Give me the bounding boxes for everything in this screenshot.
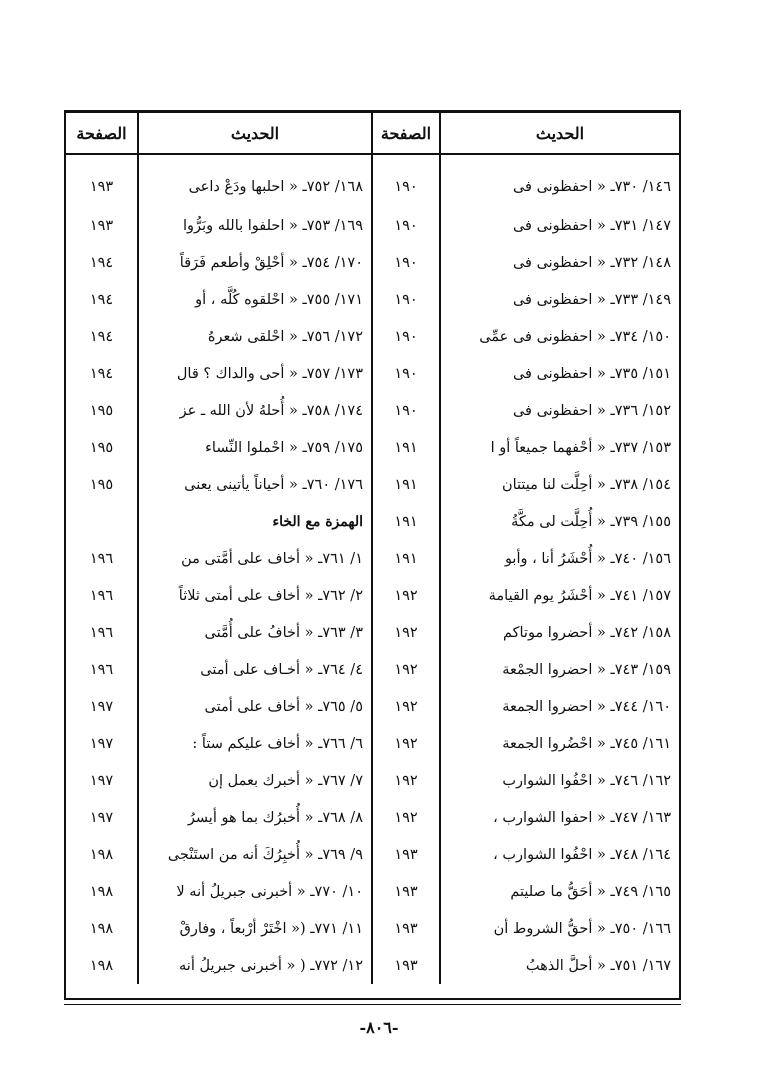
left-page-number: ١٩٤ — [89, 254, 114, 271]
left-page-number: ١٩٧ — [89, 809, 114, 826]
right-page-number: ١٩٠ — [372, 281, 440, 318]
right-hadith-entry: ١٥١/ ٧٣٥ـ « احفظونى فى — [440, 355, 679, 392]
header-page-left: الصفحة — [66, 113, 138, 154]
table-row — [66, 281, 679, 318]
left-hadith-entry: ٧/ ٧٦٧ـ « أخبرك بعمل إن — [138, 762, 372, 799]
right-page-number: ١٩٠ — [372, 154, 440, 207]
left-hadith-entry: ٣/ ٧٦٣ـ « أخافُ على أُمَّتى — [138, 614, 372, 651]
section-heading: الهمزة مع الخاء — [138, 503, 372, 540]
right-hadith-entry: ١٥٩/ ٧٤٣ـ « احضروا الجمْعة — [440, 651, 679, 688]
table-row — [66, 355, 679, 392]
left-page-number: ١٩٨ — [89, 883, 114, 900]
right-hadith-entry: ١٦٦/ ٧٥٠ـ « أحقُّ الشروط أن — [440, 910, 679, 947]
right-hadith-entry: ١٥٠/ ٧٣٤ـ « احفظونى فى عمِّى — [440, 318, 679, 355]
right-page-number: ١٩٠ — [372, 392, 440, 429]
left-page-number: ١٩٣ — [89, 217, 114, 234]
right-page-number: ١٩٣ — [372, 836, 440, 873]
table-row — [66, 688, 679, 725]
header-page-right: الصفحة — [372, 113, 440, 154]
right-hadith-entry: ١٦٥/ ٧٤٩ـ « أحَقُّ ما صليتم — [440, 873, 679, 910]
table-row — [66, 207, 679, 244]
right-page-number: ١٩٢ — [372, 577, 440, 614]
left-hadith-entry: ١٧٢/ ٧٥٦ـ « احْلقى شعرهُ — [138, 318, 372, 355]
right-hadith-entry: ١٥٥/ ٧٣٩ـ « أُحِلَّت لى مكَّةُ — [440, 503, 679, 540]
left-page-number: ١٩٣ — [89, 179, 114, 195]
right-page-number: ١٩١ — [372, 429, 440, 466]
table-row — [66, 614, 679, 651]
left-hadith-entry: ١٧٦/ ٧٦٠ـ « أحياناً يأتينى يعنى — [138, 466, 372, 503]
table-row — [66, 873, 679, 910]
right-page-number: ١٩٢ — [372, 614, 440, 651]
right-page-number: ١٩٣ — [372, 873, 440, 910]
table-row — [66, 154, 679, 207]
right-hadith-entry: ١٥٦/ ٧٤٠ـ « أُحْشَرُ أنا ، وأبو — [440, 540, 679, 577]
left-hadith-entry: ١/ ٧٦١ـ « أخاف على أمَّتى من — [138, 540, 372, 577]
left-hadith-entry: ١١/ ٧٧١ـ (« اخْتَرْ أرْبعاً ، وفارقْ — [138, 910, 372, 947]
left-page-number: ١٩٧ — [89, 735, 114, 752]
right-hadith-entry: ١٤٩/ ٧٣٣ـ « احفظونى فى — [440, 281, 679, 318]
left-page-number: ١٩٦ — [89, 587, 114, 604]
right-page-number: ١٩١ — [372, 503, 440, 540]
right-page-number: ١٩٢ — [372, 651, 440, 688]
right-hadith-entry: ١٥٧/ ٧٤١ـ « أحْشَرُ يوم القيامة — [440, 577, 679, 614]
table-row — [66, 799, 679, 836]
right-page-number: ١٩١ — [372, 540, 440, 577]
left-page-number: ١٩٥ — [89, 476, 114, 493]
right-hadith-entry: ١٦٠/ ٧٤٤ـ « احضروا الجمعة — [440, 688, 679, 725]
right-page-number: ١٩٣ — [372, 910, 440, 947]
left-page-number: ١٩٧ — [89, 772, 114, 789]
left-page-number: ١٩٤ — [89, 365, 114, 382]
index-table-frame — [64, 110, 681, 1000]
right-hadith-entry: ١٦٢/ ٧٤٦ـ « احْفُوا الشوارب — [440, 762, 679, 799]
left-hadith-entry: ٢/ ٧٦٢ـ « أخاف على أمتى ثلاثاً — [138, 577, 372, 614]
table-row — [66, 392, 679, 429]
right-hadith-entry: ١٦١/ ٧٤٥ـ « احْضُروا الجمعة — [440, 725, 679, 762]
right-hadith-entry: ١٦٧/ ٧٥١ـ « أحلَّ الذهبُ — [440, 947, 679, 984]
table-row — [66, 466, 679, 503]
left-hadith-entry: ١٦٨/ ٧٥٢ـ « احلبها ودَعْ داعى — [138, 154, 372, 207]
header-hadith-left: الحديث — [138, 113, 372, 154]
right-hadith-entry: ١٥٨/ ٧٤٢ـ « أحضروا موتاكم — [440, 614, 679, 651]
left-hadith-entry: ٤/ ٧٦٤ـ « أخـاف على أمتى — [138, 651, 372, 688]
left-page-number: ١٩٤ — [89, 291, 114, 308]
table-row — [66, 651, 679, 688]
table-row — [66, 244, 679, 281]
page-number: -٨٠٦- — [359, 1018, 399, 1037]
left-page-number: ١٩٨ — [89, 846, 114, 863]
right-page-number: ١٩٣ — [372, 947, 440, 984]
table-row — [66, 429, 679, 466]
left-hadith-entry: ١٧١/ ٧٥٥ـ « احْلقوه كُلَّه ، أو — [138, 281, 372, 318]
right-page-number: ١٩٢ — [372, 799, 440, 836]
right-page-number: ١٩٢ — [372, 688, 440, 725]
right-hadith-entry: ١٤٦/ ٧٣٠ـ « احفظونى فى — [440, 154, 679, 207]
left-hadith-entry: ١٦٩/ ٧٥٣ـ « احلفوا بالله وبَرُّوا — [138, 207, 372, 244]
left-hadith-entry: ٦/ ٧٦٦ـ « أخاف عليكم ستاً : — [138, 725, 372, 762]
right-page-number: ١٩١ — [372, 466, 440, 503]
right-hadith-entry: ١٥٢/ ٧٣٦ـ « احفظونى فى — [440, 392, 679, 429]
left-hadith-entry: ١٧٠/ ٧٥٤ـ « أحْلِقْ وأطعم فَرَقاً — [138, 244, 372, 281]
right-page-number: ١٩٠ — [372, 244, 440, 281]
table-row — [66, 947, 679, 984]
left-hadith-entry: ١٧٥/ ٧٥٩ـ « احْملوا النِّساء — [138, 429, 372, 466]
left-hadith-entry: ٩/ ٧٦٩ـ « أُخبِرُكَ أنه من استَنْجى — [138, 836, 372, 873]
left-page-number: ١٩٤ — [89, 328, 114, 345]
left-page-number: ١٩٦ — [89, 661, 114, 678]
right-page-number: ١٩٢ — [372, 725, 440, 762]
right-hadith-entry: ١٥٣/ ٧٣٧ـ « أحْفهما جميعاً أو ا — [440, 429, 679, 466]
header-hadith-right: الحديث — [440, 113, 679, 154]
table-row — [66, 725, 679, 762]
left-hadith-entry: ١٠/ ٧٧٠ـ « أخبرنى جبريلُ أنه لا — [138, 873, 372, 910]
right-page-number: ١٩٠ — [372, 207, 440, 244]
left-page-number: ١٩٨ — [89, 957, 114, 974]
table-row — [66, 577, 679, 614]
left-page-number: ١٩٦ — [89, 550, 114, 567]
left-page-number: ١٩٦ — [89, 624, 114, 641]
right-hadith-entry: ١٦٤/ ٧٤٨ـ « احْفُوا الشوارب ، — [440, 836, 679, 873]
hadith-index-table — [66, 113, 679, 984]
table-row — [66, 910, 679, 947]
left-hadith-entry: ١٧٤/ ٧٥٨ـ « أُحلهُ لأن الله ـ عز — [138, 392, 372, 429]
table-row — [66, 503, 679, 540]
table-header-row — [66, 113, 679, 154]
left-page-number: ١٩٥ — [89, 402, 114, 419]
right-hadith-entry: ١٥٤/ ٧٣٨ـ « أحِلَّت لنا ميتتان — [440, 466, 679, 503]
left-hadith-entry: ١٧٣/ ٧٥٧ـ « أحى والداك ؟ قال — [138, 355, 372, 392]
left-hadith-entry: ١٢/ ٧٧٢ـ ( « أخبرنى جبريلُ أنه — [138, 947, 372, 984]
left-page-number: ١٩٨ — [89, 920, 114, 937]
right-page-number: ١٩٢ — [372, 762, 440, 799]
table-row — [66, 318, 679, 355]
table-body — [66, 154, 679, 984]
left-hadith-entry: ٨/ ٧٦٨ـ « أُخبرُك بما هو أيسرُ — [138, 799, 372, 836]
left-hadith-entry: ٥/ ٧٦٥ـ « أخاف على أمتى — [138, 688, 372, 725]
right-hadith-entry: ١٤٧/ ٧٣١ـ « احفظونى فى — [440, 207, 679, 244]
table-row — [66, 762, 679, 799]
right-hadith-entry: ١٦٣/ ٧٤٧ـ « احفوا الشوارب ، — [440, 799, 679, 836]
left-page-number: ١٩٥ — [89, 439, 114, 456]
right-page-number: ١٩٠ — [372, 355, 440, 392]
table-row — [66, 836, 679, 873]
right-page-number: ١٩٠ — [372, 318, 440, 355]
table-row — [66, 540, 679, 577]
right-hadith-entry: ١٤٨/ ٧٣٢ـ « احفظونى فى — [440, 244, 679, 281]
left-page-number — [66, 503, 138, 540]
left-page-number: ١٩٧ — [89, 698, 114, 715]
